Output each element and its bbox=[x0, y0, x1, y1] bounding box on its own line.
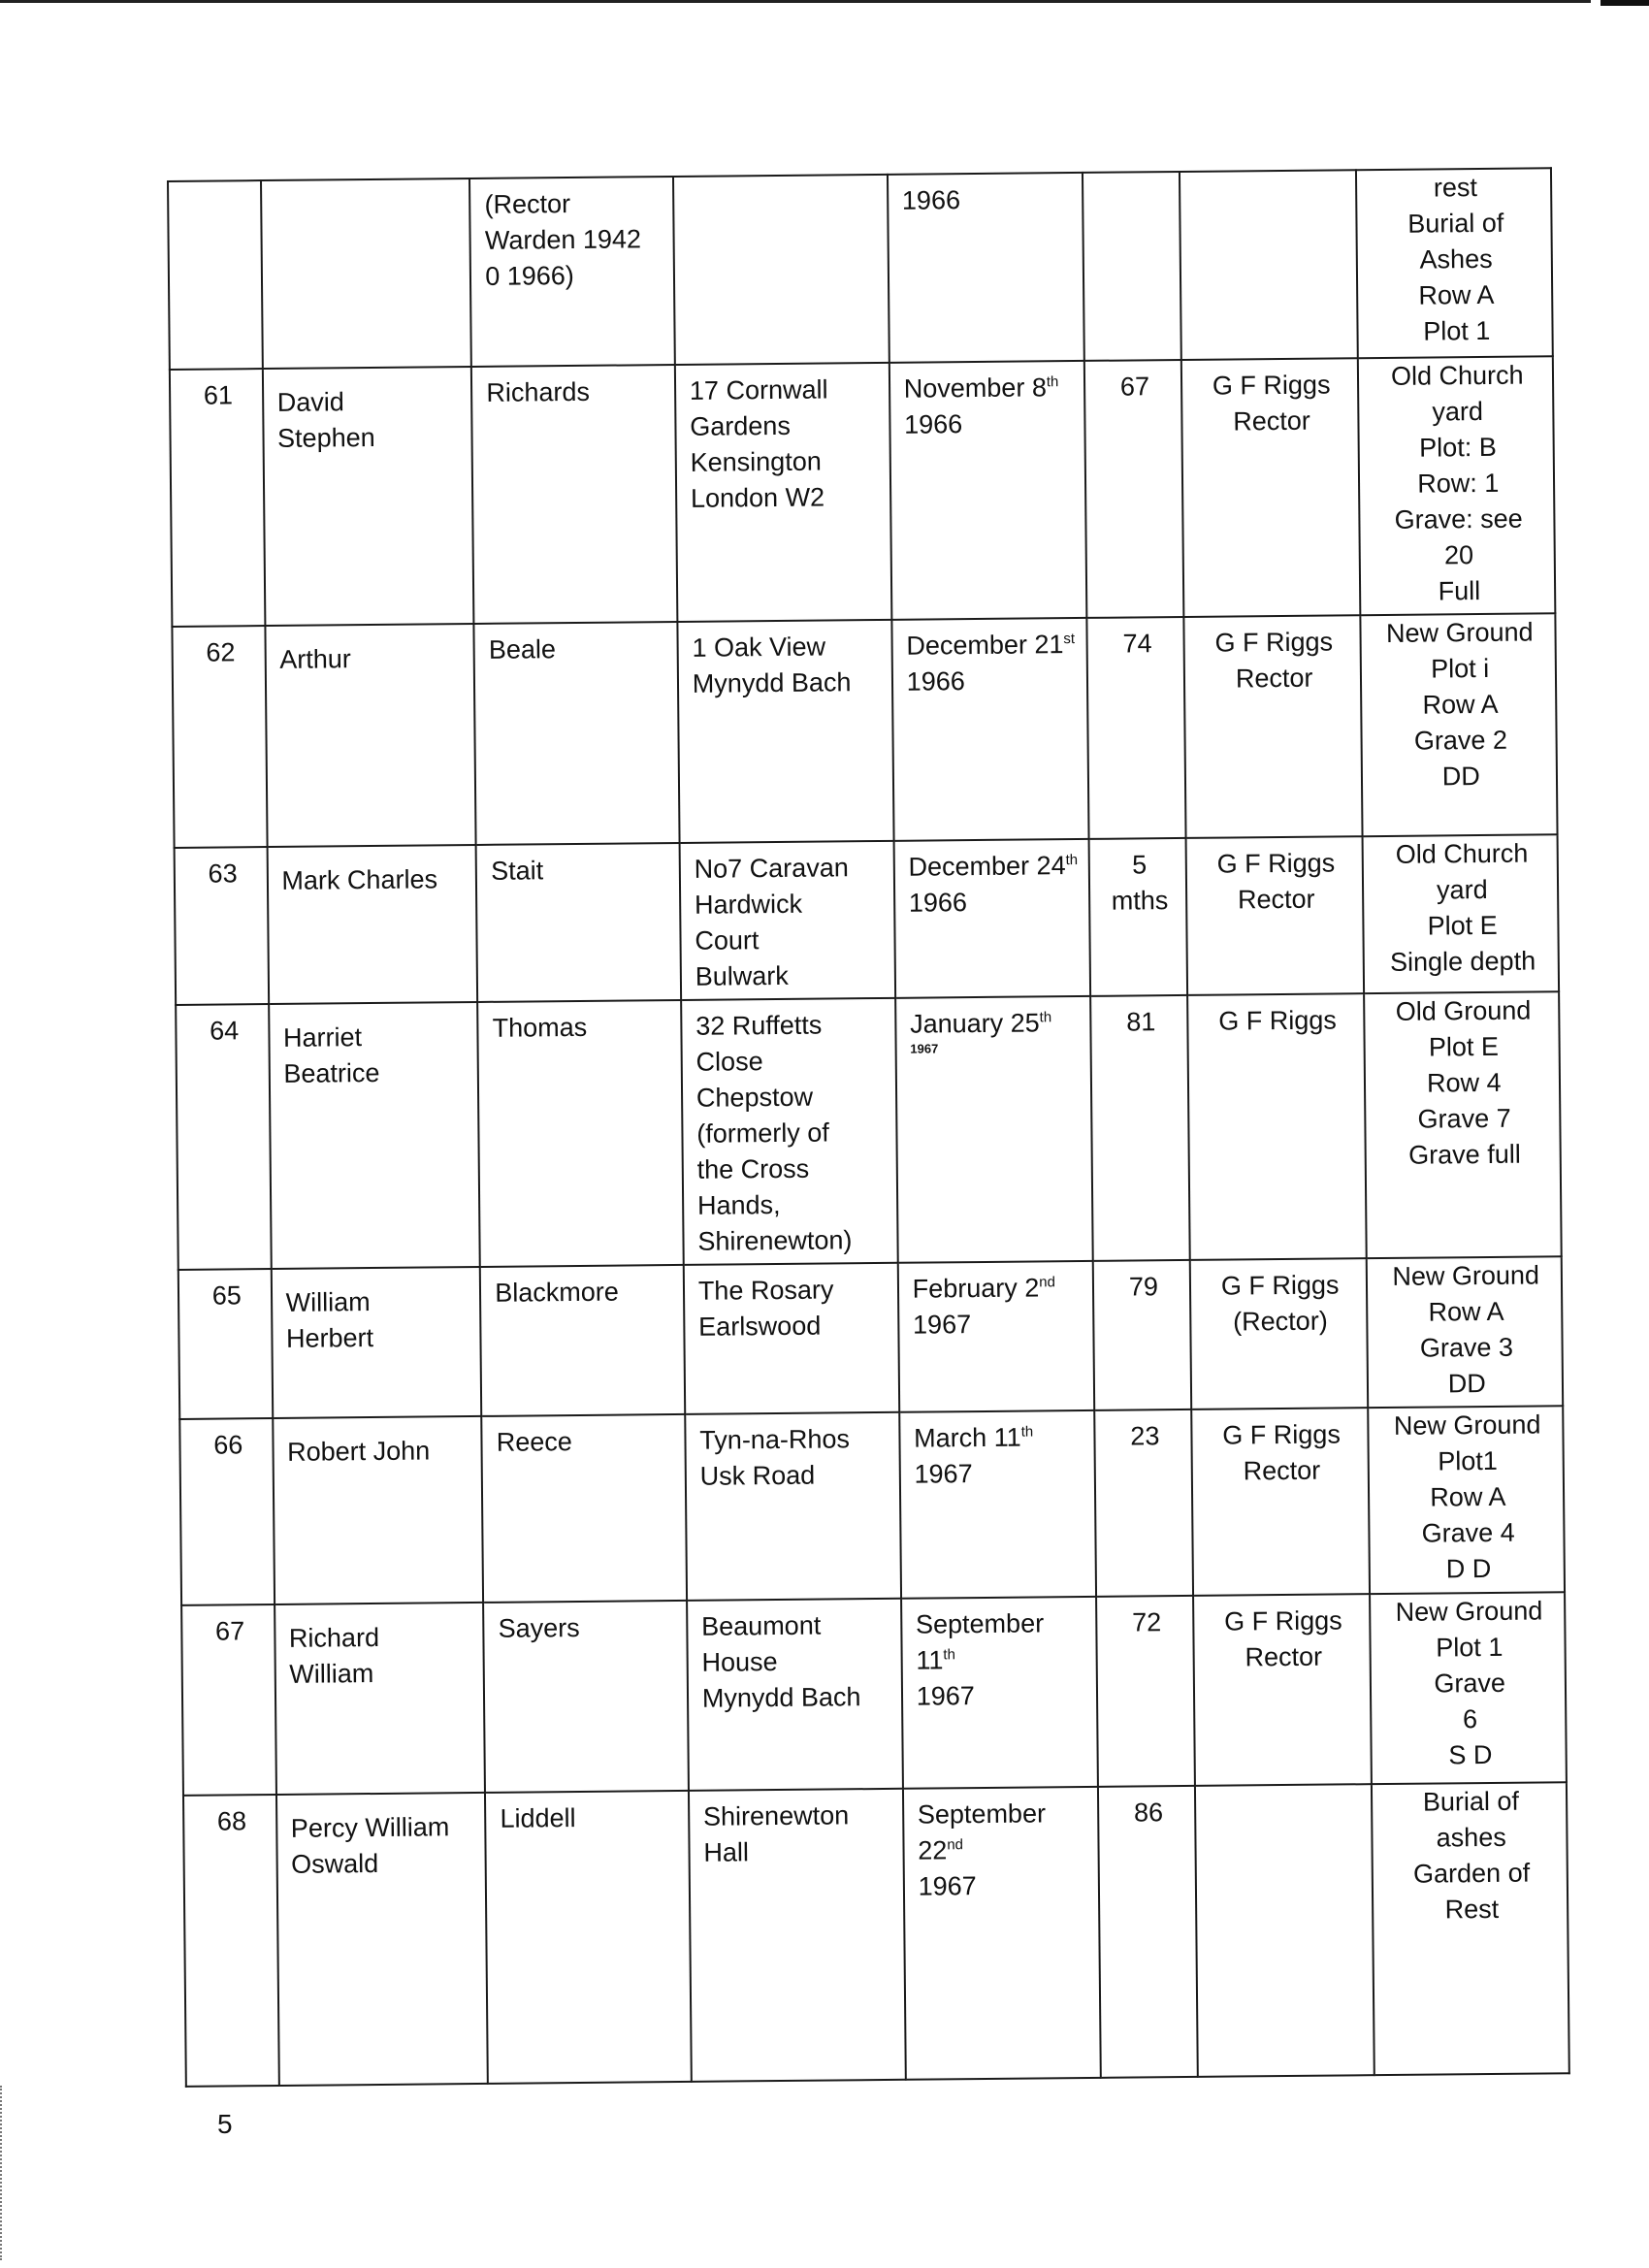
date-month-day: November 8 bbox=[903, 373, 1048, 404]
grave-location bbox=[1370, 1592, 1567, 1784]
date-month-day: September bbox=[917, 1798, 1047, 1830]
age bbox=[1084, 360, 1183, 618]
location-line: 6 bbox=[1462, 1704, 1478, 1734]
burial-entry-row bbox=[178, 1256, 1563, 1419]
location-line: Old Church bbox=[1395, 838, 1529, 869]
age bbox=[1098, 1786, 1198, 2078]
burial-date bbox=[895, 996, 1093, 1263]
abode-line: 17 Cornwall bbox=[689, 374, 828, 405]
date-month-line bbox=[904, 370, 1075, 407]
surname bbox=[485, 1791, 691, 2084]
surname-value: Richards bbox=[486, 376, 591, 407]
first-name-line: Beatrice bbox=[283, 1057, 380, 1088]
entry-number-value: 62 bbox=[206, 637, 236, 667]
location-line: Row: 1 bbox=[1417, 468, 1500, 499]
abode-line: Mynydd Bach bbox=[692, 667, 852, 698]
first-name-line: Percy William bbox=[290, 1812, 450, 1843]
location-line: D D bbox=[1445, 1553, 1492, 1584]
officiant-line: Rector bbox=[1245, 1641, 1323, 1672]
grave-location bbox=[1366, 1256, 1563, 1408]
first-name-line: William bbox=[285, 1287, 371, 1317]
location-line: Row 4 bbox=[1426, 1067, 1502, 1098]
date-year: 1967 bbox=[910, 1041, 939, 1056]
first-names bbox=[275, 1603, 486, 1795]
surname bbox=[471, 365, 677, 624]
abode-line: Kensington bbox=[690, 446, 822, 477]
grave-location bbox=[1371, 1782, 1568, 2075]
location-line: Plot E bbox=[1428, 1031, 1500, 1062]
burial-entry-row bbox=[181, 1592, 1567, 1796]
location-line: Ashes bbox=[1419, 243, 1493, 275]
date-day: 11 bbox=[916, 1645, 944, 1675]
location-line: Old Church bbox=[1390, 360, 1524, 391]
scan-margin-dots bbox=[0, 2086, 5, 2260]
abode bbox=[685, 1412, 901, 1601]
surname-value: Reece bbox=[496, 1427, 572, 1457]
entry-number-value: 63 bbox=[208, 859, 238, 889]
officiant-line: G F Riggs bbox=[1224, 1605, 1342, 1636]
entry-number bbox=[175, 847, 269, 1005]
location-line: Grave 2 bbox=[1413, 725, 1508, 756]
surname-value: Blackmore bbox=[495, 1277, 619, 1308]
age bbox=[1086, 617, 1185, 839]
burial-entry-row bbox=[183, 1782, 1569, 2087]
date-month-day: December 24 bbox=[908, 851, 1066, 882]
abode bbox=[687, 1599, 903, 1791]
burial-date bbox=[901, 1597, 1098, 1789]
officiant-line: Rector bbox=[1237, 884, 1315, 915]
location-line: Row A bbox=[1422, 689, 1499, 720]
date-month-line bbox=[918, 1796, 1088, 1833]
burial-date bbox=[897, 1261, 1094, 1412]
abode-line: Shirenewton) bbox=[697, 1225, 853, 1256]
first-name-line: Stephen bbox=[276, 422, 375, 453]
date-month-day: March 11 bbox=[914, 1422, 1021, 1453]
date-ordinal-suffix: nd bbox=[1039, 1274, 1055, 1291]
date-month-line bbox=[916, 1605, 1086, 1643]
location-line: yard bbox=[1436, 874, 1488, 905]
entry-number-value: 67 bbox=[214, 1616, 245, 1646]
entry-number bbox=[181, 1604, 275, 1796]
scan-corner-mark bbox=[1600, 0, 1649, 6]
grave-location bbox=[1357, 356, 1555, 615]
burial-entry-row bbox=[172, 613, 1557, 848]
officiant-line: G F Riggs bbox=[1216, 848, 1336, 879]
location-line: Rest bbox=[1444, 1894, 1500, 1925]
first-names bbox=[276, 1793, 489, 2086]
abode bbox=[677, 620, 893, 843]
age bbox=[1094, 1409, 1192, 1597]
location-line: Plot1 bbox=[1438, 1445, 1498, 1476]
date-year: 1967 bbox=[912, 1310, 972, 1340]
date-ordinal-suffix: th bbox=[1020, 1423, 1034, 1441]
location-line: Burial of bbox=[1422, 1786, 1520, 1817]
location-line: 20 bbox=[1443, 540, 1474, 570]
surname bbox=[480, 1265, 685, 1416]
abode-line: No7 Caravan bbox=[694, 853, 849, 884]
entry-number-value: 61 bbox=[203, 380, 234, 410]
location-line: Grave 3 bbox=[1419, 1332, 1514, 1363]
officiant-line: G F Riggs bbox=[1218, 1005, 1337, 1036]
abode-line: Hands, bbox=[696, 1189, 781, 1220]
grave-location bbox=[1360, 613, 1558, 836]
date-ordinal-suffix: nd bbox=[947, 1836, 964, 1854]
burial-date bbox=[889, 361, 1087, 620]
age-line: 79 bbox=[1128, 1272, 1159, 1302]
abode-line: 32 Ruffetts bbox=[695, 1010, 823, 1041]
location-line: New Ground bbox=[1385, 617, 1534, 648]
first-names bbox=[273, 1416, 484, 1604]
first-name-line: Arthur bbox=[279, 644, 351, 674]
first-names bbox=[269, 1002, 480, 1269]
location-line: Plot: B bbox=[1419, 432, 1497, 463]
location-line: Plot 1 bbox=[1436, 1632, 1504, 1663]
grave-location bbox=[1364, 991, 1562, 1258]
first-name-line: William bbox=[289, 1659, 374, 1689]
first-name-line: David bbox=[276, 387, 344, 417]
location-line: Old Ground bbox=[1395, 995, 1532, 1026]
entry-number bbox=[172, 626, 267, 848]
officiant-line: G F Riggs bbox=[1222, 1419, 1342, 1450]
location-line: New Ground bbox=[1393, 1409, 1541, 1441]
date-month-line bbox=[910, 1005, 1081, 1043]
age-line: 86 bbox=[1133, 1798, 1164, 1828]
age-line: 74 bbox=[1122, 629, 1152, 659]
location-line: rest bbox=[1433, 173, 1478, 203]
first-name-line: Richard bbox=[288, 1622, 380, 1653]
date-year: 1966 bbox=[906, 666, 965, 697]
date-month-line bbox=[906, 627, 1077, 664]
grave-location bbox=[1362, 834, 1559, 993]
abode bbox=[684, 1263, 899, 1414]
abode-line: the Cross bbox=[696, 1153, 810, 1184]
officiant bbox=[1180, 170, 1358, 360]
date-year: 1967 bbox=[916, 1681, 975, 1711]
abode-line: Bulwark bbox=[695, 960, 789, 991]
age-line: 5 bbox=[1132, 850, 1148, 880]
abode-line: Close bbox=[695, 1047, 763, 1077]
abode-line: The Rosary bbox=[697, 1275, 834, 1306]
first-names bbox=[265, 624, 476, 847]
location-line: Grave 4 bbox=[1421, 1517, 1515, 1548]
abode-line: London W2 bbox=[690, 482, 825, 513]
officiant bbox=[1193, 1594, 1372, 1786]
abode-line: Hall bbox=[703, 1837, 750, 1867]
officiant-line: Rector bbox=[1233, 405, 1310, 437]
officiant bbox=[1183, 615, 1362, 838]
burial-entry-row bbox=[175, 834, 1559, 1005]
age-line: 67 bbox=[1119, 372, 1150, 402]
abode-line: Mynydd Bach bbox=[701, 1682, 861, 1713]
burial-date bbox=[899, 1410, 1096, 1599]
abode-line: Court bbox=[695, 925, 760, 956]
surname bbox=[477, 1000, 683, 1267]
age-line: mths bbox=[1111, 886, 1169, 916]
burial-entry-row bbox=[176, 991, 1562, 1270]
officiant-line: Rector bbox=[1235, 663, 1313, 694]
officiant-line: G F Riggs bbox=[1214, 627, 1334, 658]
age bbox=[1089, 838, 1187, 996]
burial-register-page bbox=[167, 167, 1570, 2062]
date-month-day: February 2 bbox=[912, 1273, 1040, 1304]
entry-number bbox=[183, 1795, 278, 2087]
location-line: Single depth bbox=[1389, 946, 1536, 977]
officiant bbox=[1191, 1408, 1370, 1596]
abode bbox=[679, 841, 894, 1000]
date-day-line bbox=[918, 1831, 1088, 1869]
location-line: Row A bbox=[1428, 1296, 1504, 1327]
surname bbox=[482, 1414, 687, 1603]
officiant bbox=[1185, 836, 1363, 995]
surname-value: Sayers bbox=[498, 1612, 580, 1643]
age-line: 72 bbox=[1132, 1607, 1162, 1637]
surname bbox=[469, 177, 674, 367]
entry-number bbox=[179, 1418, 274, 1605]
abode bbox=[689, 1789, 906, 2082]
surname-value: Liddell bbox=[500, 1803, 576, 1833]
burial-entry-row bbox=[179, 1406, 1565, 1605]
surname bbox=[476, 843, 681, 1002]
grave-location bbox=[1356, 168, 1553, 358]
officiant-line: (Rector) bbox=[1233, 1306, 1328, 1337]
location-line: Row A bbox=[1430, 1481, 1506, 1512]
surname bbox=[483, 1601, 688, 1793]
burial-date bbox=[893, 839, 1090, 998]
location-line: Grave bbox=[1434, 1668, 1506, 1699]
surname-line: (Rector bbox=[484, 189, 571, 219]
first-name-line: Herbert bbox=[285, 1323, 374, 1353]
location-line: Plot i bbox=[1431, 653, 1490, 684]
first-names bbox=[262, 367, 473, 626]
first-name-line: Robert John bbox=[286, 1436, 431, 1467]
age-line: 81 bbox=[1126, 1007, 1156, 1037]
entry-number bbox=[170, 369, 265, 627]
abode-line: Beaumont bbox=[701, 1610, 822, 1641]
surname bbox=[474, 622, 680, 845]
officiant-line: G F Riggs bbox=[1220, 1270, 1340, 1301]
location-line: S D bbox=[1448, 1739, 1493, 1770]
location-line: Grave: see bbox=[1394, 503, 1523, 535]
abode-line: Gardens bbox=[690, 410, 792, 441]
entry-rows bbox=[170, 356, 1569, 2087]
surname-value: Beale bbox=[488, 634, 557, 664]
officiant bbox=[1187, 993, 1366, 1260]
first-name-line: Mark Charles bbox=[281, 864, 438, 895]
location-line: Row A bbox=[1418, 279, 1495, 310]
abode-line: 1 Oak View bbox=[692, 632, 826, 663]
burial-entry-row bbox=[170, 356, 1555, 627]
date-ordinal-suffix: st bbox=[1063, 631, 1076, 648]
entry-number-value: 64 bbox=[210, 1016, 240, 1046]
entry-number bbox=[168, 180, 262, 370]
date-day: 22 bbox=[918, 1835, 948, 1865]
abode-line: Hardwick bbox=[694, 889, 803, 920]
surname-line: 0 1966) bbox=[485, 260, 574, 291]
date-ordinal-suffix: th bbox=[1039, 1009, 1052, 1026]
location-line: DD bbox=[1447, 1369, 1486, 1399]
abode bbox=[681, 998, 897, 1265]
entry-number-value: 68 bbox=[216, 1806, 247, 1836]
age bbox=[1083, 172, 1180, 361]
location-line: Burial of bbox=[1407, 208, 1504, 239]
first-names bbox=[261, 178, 472, 369]
entry-number-value: 65 bbox=[211, 1280, 242, 1311]
burial-date bbox=[891, 618, 1089, 841]
entry-number-value: 66 bbox=[213, 1430, 243, 1460]
surname-value: Thomas bbox=[492, 1012, 588, 1043]
location-line: New Ground bbox=[1395, 1596, 1543, 1627]
entry-number bbox=[176, 1004, 271, 1270]
abode-line: Shirenewton bbox=[702, 1800, 850, 1831]
date-year: 1966 bbox=[901, 185, 961, 215]
age bbox=[1093, 1260, 1191, 1410]
date-month-line bbox=[914, 1419, 1084, 1457]
surname-line: Warden 1942 bbox=[484, 224, 642, 255]
location-line: Grave 7 bbox=[1417, 1103, 1511, 1134]
age bbox=[1096, 1596, 1195, 1787]
abode bbox=[673, 175, 889, 365]
burial-date bbox=[903, 1787, 1101, 2080]
burial-date bbox=[888, 173, 1084, 363]
abode-line: Earlswood bbox=[698, 1311, 822, 1342]
date-month-line bbox=[908, 848, 1079, 886]
first-names bbox=[267, 845, 477, 1004]
location-line: Plot 1 bbox=[1423, 315, 1491, 346]
date-month-day: September bbox=[915, 1608, 1045, 1639]
age bbox=[1090, 995, 1189, 1261]
burial-register-table bbox=[167, 167, 1570, 2088]
date-year: 1967 bbox=[918, 1871, 977, 1901]
location-line: Full bbox=[1438, 576, 1481, 606]
date-day-line bbox=[916, 1641, 1086, 1679]
scan-top-edge bbox=[0, 0, 1591, 3]
abode-line: (formerly of bbox=[696, 1118, 829, 1149]
location-line: ashes bbox=[1436, 1822, 1506, 1853]
abode-line: Chepstow bbox=[695, 1082, 814, 1113]
first-name-line: Harriet bbox=[282, 1022, 363, 1053]
date-ordinal-suffix: th bbox=[943, 1646, 955, 1664]
location-line: yard bbox=[1432, 396, 1484, 427]
location-line: DD bbox=[1441, 761, 1480, 792]
age-line: 23 bbox=[1130, 1421, 1160, 1451]
abode-line: House bbox=[701, 1647, 778, 1677]
location-line: Garden of bbox=[1412, 1858, 1531, 1889]
first-name-line: Oswald bbox=[291, 1848, 379, 1879]
abode-line: Usk Road bbox=[699, 1460, 816, 1491]
page-number: 5 bbox=[217, 2109, 233, 2139]
date-ordinal-suffix: th bbox=[1065, 852, 1079, 869]
date-month-day: January 25 bbox=[909, 1008, 1040, 1039]
first-names bbox=[271, 1267, 481, 1418]
location-line: Plot E bbox=[1427, 910, 1498, 941]
grave-location bbox=[1368, 1406, 1565, 1594]
location-line: Grave full bbox=[1408, 1139, 1521, 1170]
officiant bbox=[1195, 1784, 1374, 2077]
date-year: 1967 bbox=[914, 1459, 973, 1489]
date-month-line bbox=[913, 1270, 1083, 1308]
abode-line: Tyn-na-Rhos bbox=[699, 1424, 851, 1455]
continuation-row bbox=[168, 168, 1553, 370]
entry-number bbox=[178, 1269, 273, 1419]
location-line: New Ground bbox=[1392, 1260, 1540, 1291]
date-year: 1966 bbox=[908, 888, 968, 918]
officiant bbox=[1189, 1258, 1367, 1409]
officiant-line: Rector bbox=[1243, 1455, 1321, 1486]
abode bbox=[675, 363, 891, 622]
date-ordinal-suffix: th bbox=[1046, 373, 1059, 391]
officiant bbox=[1181, 358, 1360, 617]
date-month-day: December 21 bbox=[906, 630, 1064, 661]
date-year: 1966 bbox=[904, 409, 963, 439]
officiant-line: G F Riggs bbox=[1212, 370, 1331, 401]
surname-value: Stait bbox=[490, 856, 544, 886]
